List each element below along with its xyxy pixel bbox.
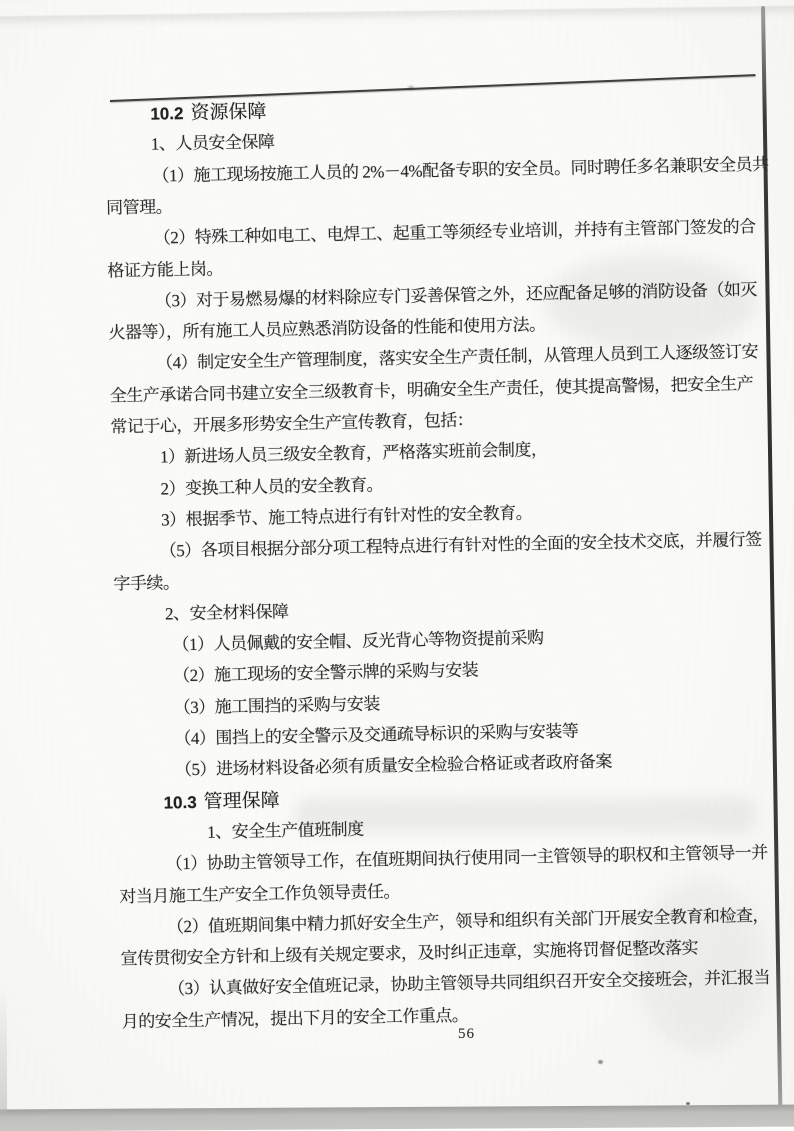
section-title: 资源保障 [190, 101, 267, 124]
text-line: 1、安全生产值班制度 [206, 819, 364, 842]
scan-left-edge-shadow [0, 988, 7, 1114]
text-line: （3）认真做好安全值班记录，协助主管领导共同组织召开安全交接班会，并汇报当 [167, 968, 771, 999]
text-line: （1）人员佩戴的安全帽、反光背心等物资提前采购 [172, 628, 544, 655]
text-line: （2）值班期间集中精力抓好安全生产，领导和组织有关部门开展安全教育和检查， [166, 905, 770, 937]
text-line: （2）施工现场的安全警示牌的采购与安装 [172, 660, 479, 686]
text-line: （3）施工围挡的采购与安装 [173, 694, 380, 717]
text-line: 2）变换工种人员的安全教育。 [160, 474, 384, 499]
text-line: 3）根据季节、施工特点进行有针对性的安全教育。 [160, 503, 533, 530]
section-heading [163, 791, 279, 812]
text-line: 1）新进场人员三级安全教育，严格落实班前会制度， [159, 440, 548, 467]
section-title: 管理保障 [203, 789, 280, 813]
page-number: 56 [458, 1026, 475, 1042]
text-line: （4）制定安全生产管理制度，落实安全生产责任制，从管理人员到工人逐级签订安 [155, 342, 759, 373]
text-line: 常记于心，开展多形势安全生产宣传教育，包括： [110, 410, 474, 437]
section-heading [150, 102, 266, 123]
text-line: 1、人员安全保障 [150, 132, 275, 154]
text-line: 同管理。 [105, 197, 173, 218]
text-line: （5）各项目根据分部分项工程特点进行有针对性的全面的安全技术交底，并履行签 [159, 530, 762, 561]
text-line: 对当月施工生产安全工作负领导责任。 [119, 881, 401, 906]
text-line: 字手续。 [113, 572, 180, 593]
text-line: 格证方能上岗。 [107, 258, 224, 281]
text-line: 月的安全生产情况，提出下月的安全工作重点。 [121, 1005, 469, 1032]
text-line: （2）特殊工种如电工、电焊工、起重工等须经专业培训，并持有主管部门签发的合 [153, 217, 756, 248]
text-line: （4）围挡上的安全警示及交通疏导标识的采购与安装等 [174, 721, 579, 749]
text-line: 全生产承诺合同书建立安全三级教育卡，明确安全生产责任，使其提高警惕，把安全生产 [109, 373, 754, 406]
text-line: （1）施工现场按施工人员的 2%－4%配备专职的安全员。同时聘任多名兼职安全员共 [152, 154, 769, 186]
section-number: 10.3 [163, 792, 197, 813]
section-number: 10.2 [150, 104, 184, 124]
text-line: （5）进场材料设备必须有质量安全检验合格证或者政府备案 [174, 752, 613, 780]
text-line: 宣传贯彻安全方针和上级有关规定要求，及时纠正违章，实施将罚督促整改落实 [120, 938, 699, 969]
text-line: （1）协助主管领导工作，在值班期间执行使用同一主管领导的职权和主管领导一并 [165, 843, 768, 874]
text-line: 火器等），所有施工人员应熟悉消防设备的性能和使用方法。 [108, 315, 546, 343]
text-line: （3）对于易燃易爆的材料除应专门妥善保管之外，还应配备足够的消防设备（如灭 [154, 279, 758, 311]
text-line: 2、安全材料保障 [164, 601, 289, 624]
